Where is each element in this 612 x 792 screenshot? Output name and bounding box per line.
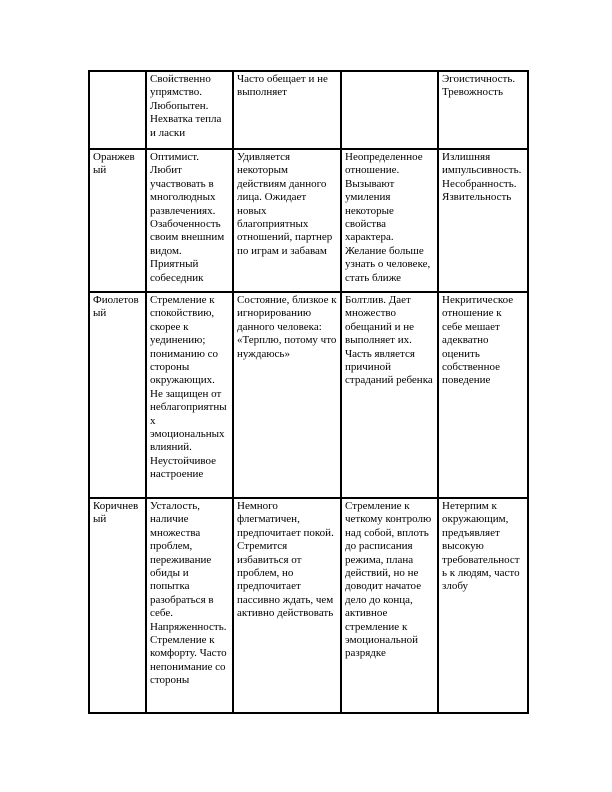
cell-text: Нетерпим к окружающим, предъявляет высокую требовательность к людям, часто злобу: [438, 498, 528, 713]
cell-color-name: Фиолетовый: [89, 292, 146, 498]
cell-color-name: Оранжевый: [89, 149, 146, 292]
table-row-brown: [89, 498, 528, 713]
cell-text: Стремление к четкому контролю над собой, вплоть до расписания режима, плана действий, но не доводит начатое дело до конца, активное стремление к эмоциональной разрядке: [341, 498, 438, 713]
cell-text: Немного флегматичен, предпочитает покой. Стремится избавиться от проблем, но предпочитает пассивно ждать, чем активно действовать: [233, 498, 341, 713]
cell-text: Часто обещает и не выполняет: [233, 71, 341, 149]
cell-text: [341, 71, 438, 149]
cell-text: Оптимист. Любит участвовать в многолюдных развлечениях. Озабоченность своим внешним видом. Приятный собеседник: [146, 149, 233, 292]
cell-text: Удивляется некоторым действиям данного лица. Ожидает новых благоприятных отношений, партнер по играм и забавам: [233, 149, 341, 292]
cell-text: Усталость, наличие множества проблем, переживание обиды и попытка разобраться в себе. Напряженность. Стремление к комфорту. Часто непонимание со стороны: [146, 498, 233, 713]
cell-text: Состояние, близкое к игнорированию данного человека: «Терплю, потому что нуждаюсь»: [233, 292, 341, 498]
cell-text: Стремление к спокойствию, скорее к уединению; пониманию со стороны окружающих. Не защищен от неблагоприятных эмоциональных влияний. Неустойчивое настроение: [146, 292, 233, 498]
table-row-orange: [89, 149, 528, 292]
cell-color-name: Коричневый: [89, 498, 146, 713]
color-psychology-table: [88, 70, 529, 714]
table-row-continuation: [89, 71, 528, 149]
cell-text: Свойственно упрямство. Любопытен. Нехватка тепла и ласки: [146, 71, 233, 149]
cell-text: Излишняя импульсивность. Несобранность. Язвительность: [438, 149, 528, 292]
cell-text: Неопределенное отношение. Вызывают умиления некоторые свойства характера. Желание больше узнать о человеке, стать ближе: [341, 149, 438, 292]
table-row-violet: [89, 292, 528, 498]
cell-text: Некритическое отношение к себе мешает адекватно оценить собственное поведение: [438, 292, 528, 498]
cell-text: Болтлив. Дает множество обещаний и не выполняет их. Часть является причиной страданий ребенка: [341, 292, 438, 498]
cell-text: Эгоистичность. Тревожность: [438, 71, 528, 149]
cell-color-name: [89, 71, 146, 149]
